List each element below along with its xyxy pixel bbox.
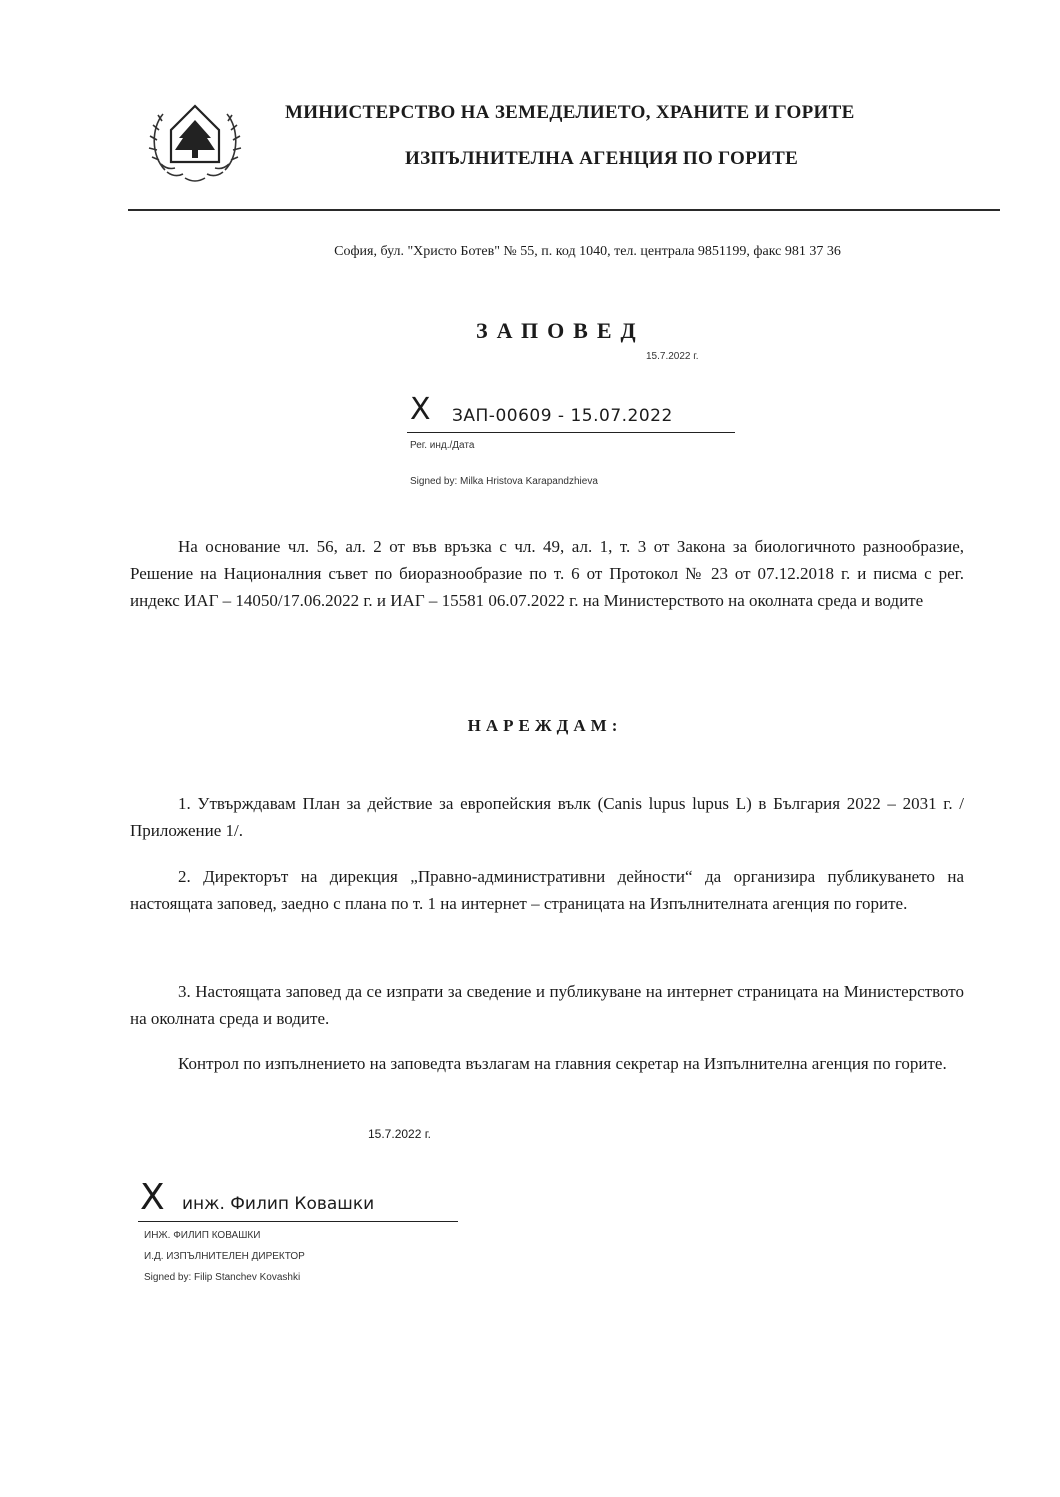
- order-heading: НАРЕЖДАМ:: [467, 716, 623, 735]
- order-item-3: 3. Настоящата заповед да се изпрати за сведение и публикуване на интернет страницата на Министерството на околната среда и водите.: [130, 982, 964, 1028]
- registration-signed-by: Signed by: Milka Hristova Karapandzhieva: [410, 476, 598, 487]
- registration-number: ЗАП-00609 - 15.07.2022: [452, 406, 673, 426]
- order-item-2: 2. Директорът на дирекция „Правно-административни дейности“ да организира публикуването на настоящата заповед, заедно с плана по т. 1 на интернет – страницата на Изпълнителната агенция по горите.: [130, 867, 964, 913]
- signer-signed-by: Signed by: Filip Stanchev Kovashki: [144, 1272, 301, 1283]
- signature-underline: [138, 1221, 458, 1222]
- registration-caption: Рег. инд./Дата: [410, 440, 475, 451]
- title-date-stamp: 15.7.2022 г.: [646, 351, 699, 362]
- registration-underline: [407, 432, 735, 433]
- ministry-name: МИНИСТЕРСТВО НА ЗЕМЕДЕЛИЕТО, ХРАНИТЕ И ГОРИТЕ: [285, 102, 855, 123]
- document-title: ЗАПОВЕД: [476, 318, 645, 343]
- agency-name: ИЗПЪЛНИТЕЛНА АГЕНЦИЯ ПО ГОРИТЕ: [405, 148, 799, 169]
- closing-date: 15.7.2022 г.: [368, 1127, 431, 1141]
- signature-x-mark: X: [140, 1177, 165, 1218]
- header-divider: [128, 209, 1000, 211]
- agency-address: София, бул. "Христо Ботев" № 55, п. код 1040, тел. централа 9851199, факс 981 37 36: [334, 244, 841, 259]
- order-item-1: 1. Утвърждавам План за действие за европейския вълк (Canis lupus lupus L) в България 2022 – 2031 г. /Приложение 1/.: [130, 794, 964, 840]
- coat-of-arms-emblem-icon: [145, 98, 245, 188]
- registration-x-mark: X: [410, 392, 431, 427]
- signature-name: инж. Филип Ковашки: [182, 1194, 375, 1214]
- signer-position: И.Д. ИЗПЪЛНИТЕЛЕН ДИРЕКТОР: [144, 1251, 305, 1262]
- control-paragraph: Контрол по изпълнението на заповедта възлагам на главния секретар на Изпълнителна агенция по горите.: [178, 1054, 947, 1073]
- preamble-paragraph: На основание чл. 56, ал. 2 от във връзка с чл. 49, ал. 1, т. 3 от Закона за биологичното разнообразие, Решение на Националния съвет по биоразнообразие по т. 6 от Протокол № 23 от 07.12.2018 г. и писма с рег. индекс ИАГ – 14050/17.06.2022 г. и ИАГ – 15581 06.07.2022 г. на Министерството на околната среда и водите: [130, 537, 964, 610]
- signer-name-caps: ИНЖ. ФИЛИП КОВАШКИ: [144, 1230, 261, 1241]
